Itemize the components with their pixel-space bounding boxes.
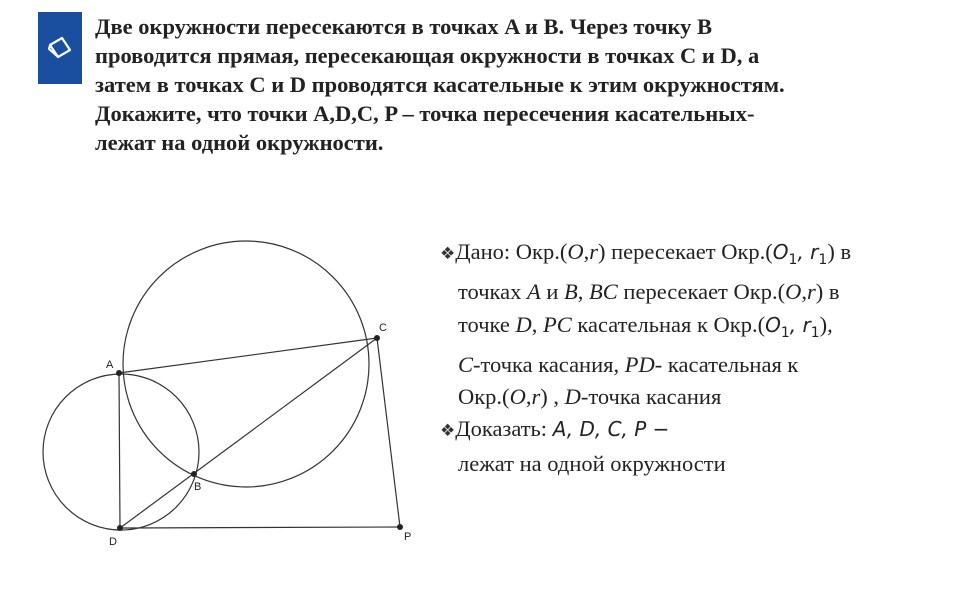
point-a [116, 370, 122, 376]
point-d [117, 525, 123, 531]
point-c [374, 335, 380, 341]
segment-ad [119, 373, 120, 528]
given-line-4: C-точка касания, PD- касательная к [458, 351, 799, 377]
given-line-3: точке D, PC касательная к $Окр.(O_1$, $r_1$), [458, 311, 833, 341]
problem-line: Докажите, что точки A,D,C, P – точка пересечения касательных- [95, 101, 755, 126]
label-c: C [379, 322, 387, 334]
label-p: P [404, 531, 412, 543]
small-circle [43, 374, 202, 530]
point-b [191, 471, 197, 477]
prove-line-2: лежат на одной окружности [458, 450, 726, 476]
given-and-prove-block [440, 236, 940, 480]
tangent-pd [120, 527, 400, 528]
problem-line: проводится прямая, пересекающая окружности в точках C и D, а [95, 43, 760, 68]
label-a: A [106, 359, 114, 371]
given-line-5: Окр.(O,r) , D-точка касания [458, 384, 722, 410]
prove-line: ❖Доказать: A, D, C, P − [440, 416, 670, 442]
point-p [397, 524, 403, 530]
label-d: D [109, 536, 117, 548]
problem-line: Две окружности пересекаются в точках A и B. Через точку B [95, 14, 713, 39]
given-line-2: точках A и B, BC пересекает Окр.(O,r) в [458, 279, 840, 305]
given-line-1: ❖Дано: Окр.(O,r) пересекает $Окр.(O_1$, $r_1$) в [440, 239, 852, 268]
problem-line: лежат на одной окружности. [95, 130, 384, 155]
tangent-pc [377, 338, 400, 527]
problem-line: затем в точках C и D проводятся касательные к этим окружностям. [95, 72, 785, 97]
diamond-bullet-icon: ❖ [440, 244, 456, 264]
diamond-bullet-icon: ❖ [440, 421, 456, 442]
label-b: B [194, 481, 202, 493]
segment-ac [119, 338, 377, 373]
line-dbc [120, 338, 377, 528]
large-circle [123, 241, 369, 487]
